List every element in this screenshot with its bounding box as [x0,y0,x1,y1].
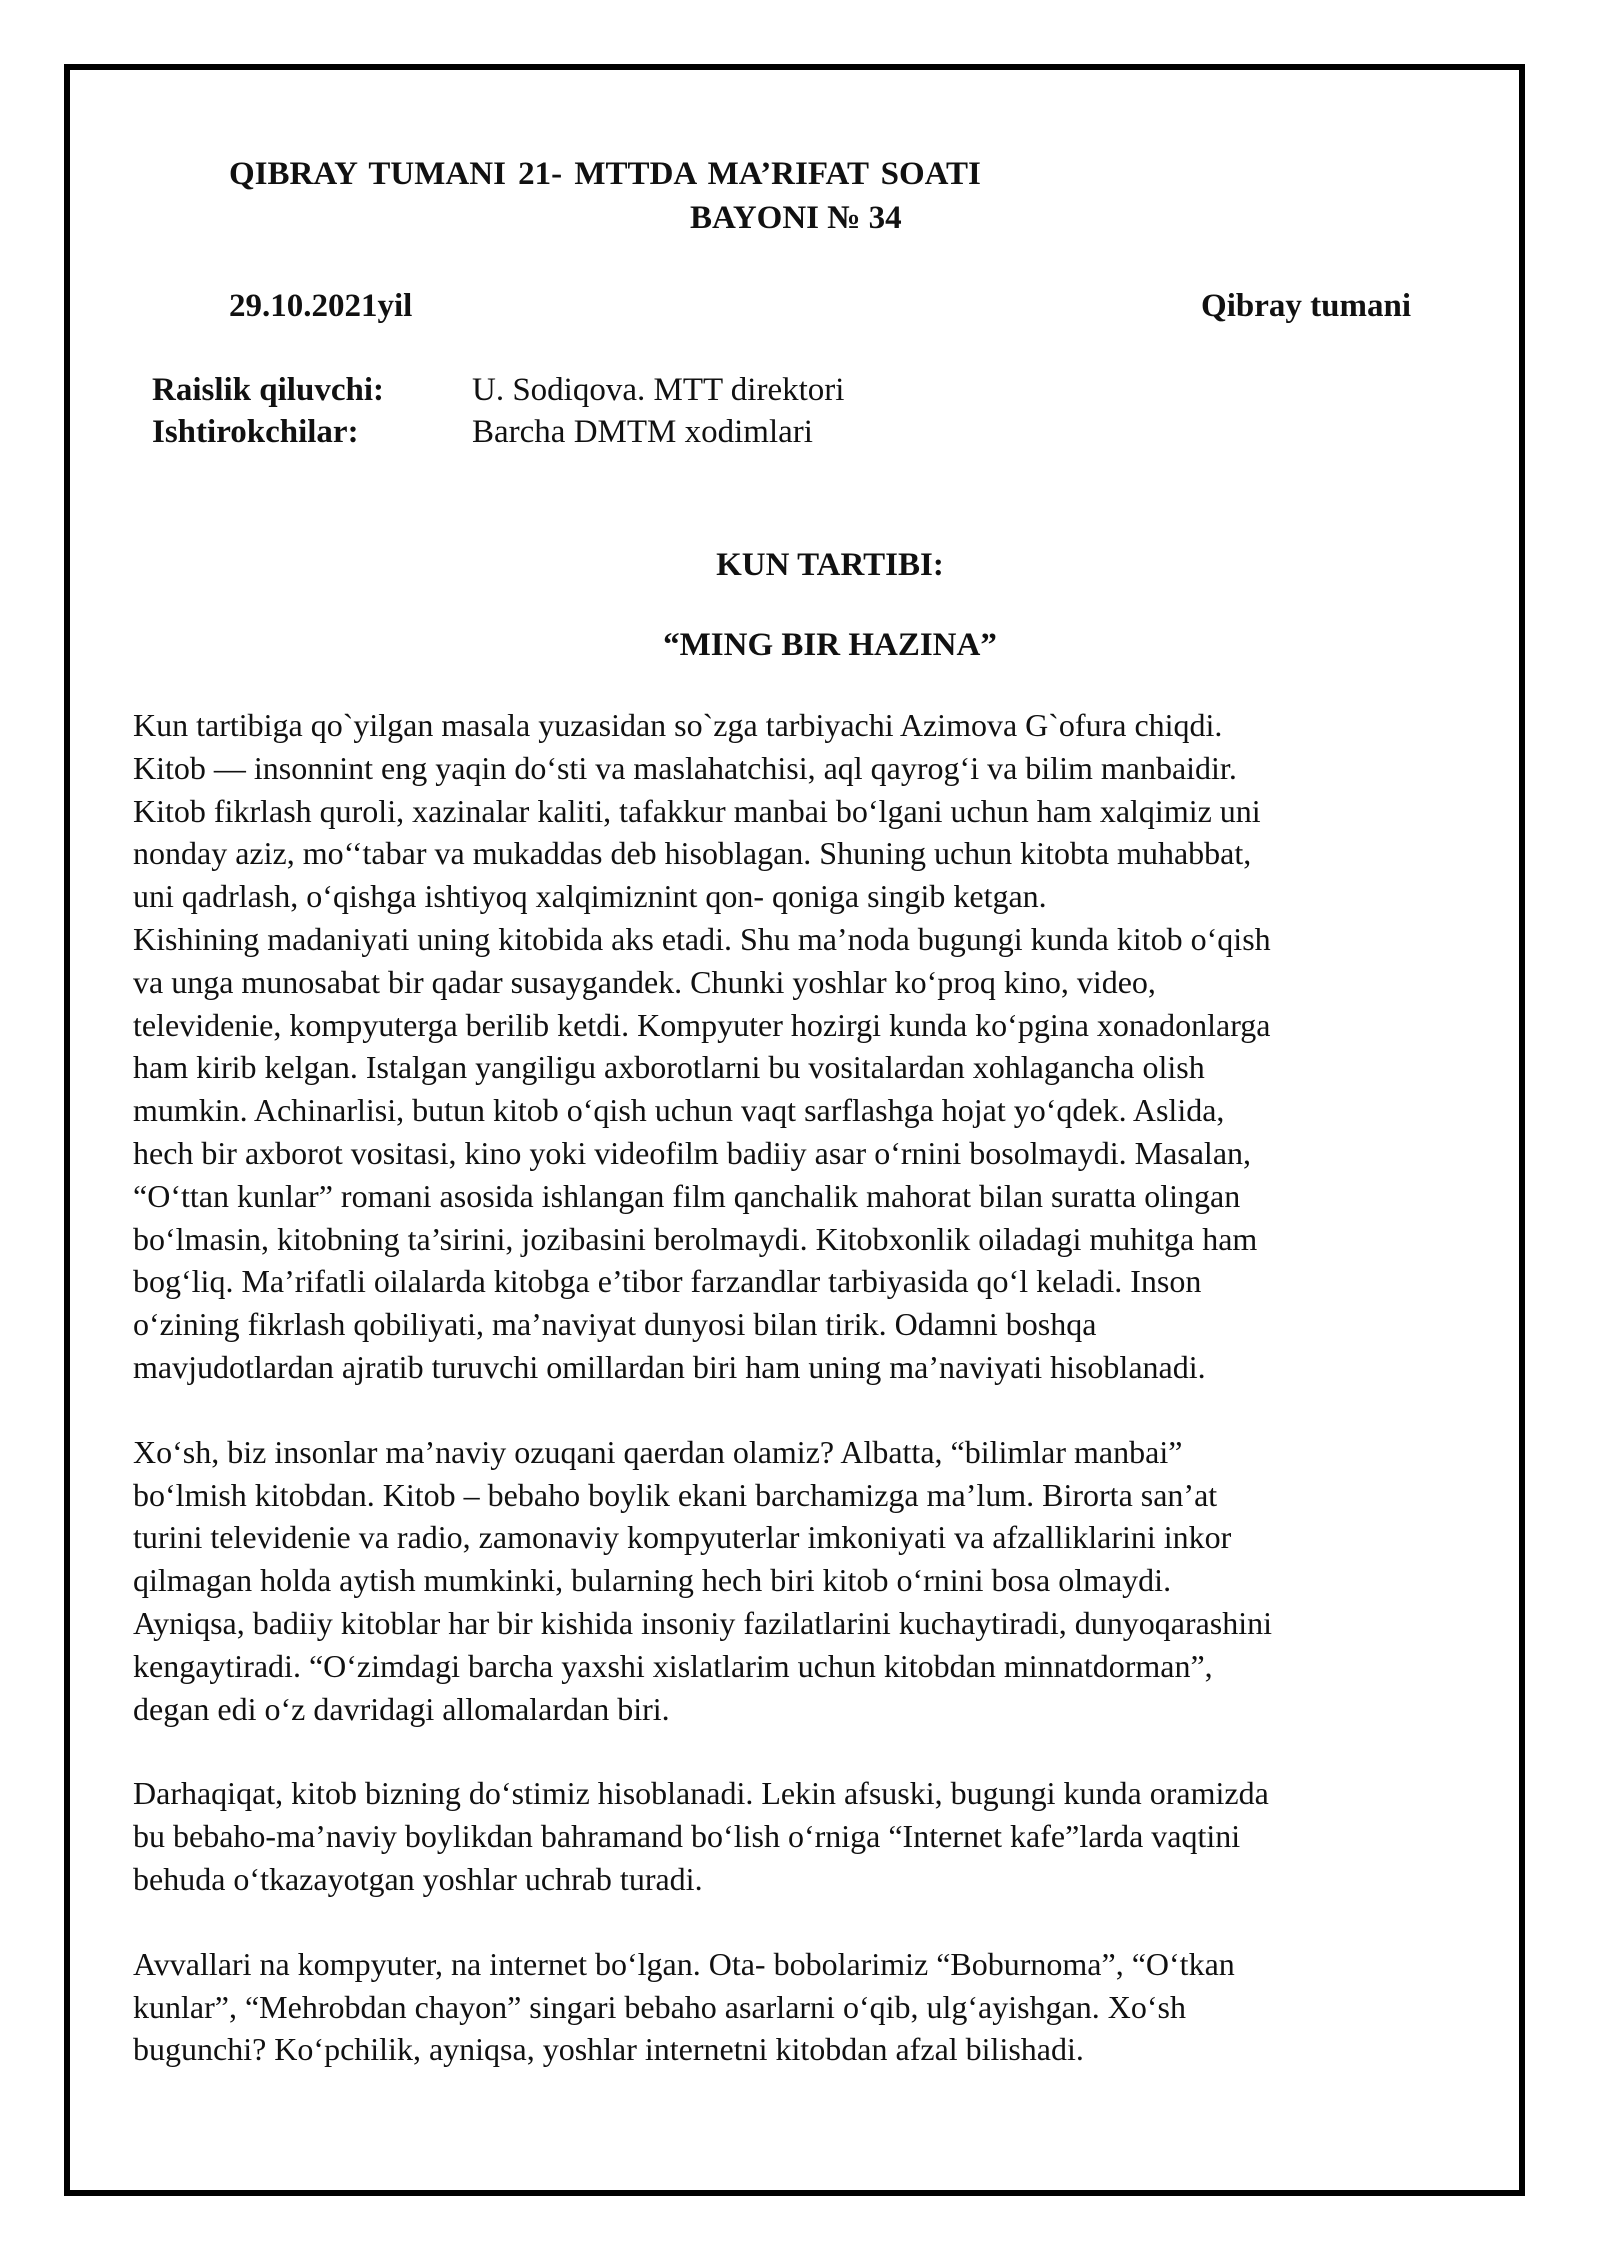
document-title: QIBRAY TUMANI 21- MTTDA MA’RIFAT SOATI [229,156,981,192]
body-paragraph: Darhaqiqat, kitob bizning do‘stimiz hisoblanadi. Lekin afsuski, bugungi kunda oramizda bu bebaho-ma’naviy boylikdan bahramand bo‘lish o‘rniga “Internet kafe”larda vaqtini behuda o‘tkazayotgan yoshlar uchrab turadi. [133,1775,1269,1897]
participants-value: Barcha DMTM xodimlari [472,414,813,450]
body-paragraph: Xo‘sh, biz insonlar ma’naviy ozuqani qaerdan olamiz? Albatta, “bilimlar manbai” bo‘lmish kitobdan. Kitob – bebaho boylik ekani barchamizga ma’lum. Birorta san’at turini televidenie va radio, zamonaviy kompyuterlar imkoniyati va afzalliklarini inkor qilmagan holda aytish mumkinki, bularning hech biri kitob o‘rnini bosa olmaydi. Ayniqsa, badiiy kitoblar har bir kishida insoniy fazilatlarini kuchaytiradi, dunyoqarashini kengaytiradi. “O‘zimdagi barcha yaxshi xislatlarim uchun kitobdan minnatdorman”, degan edi o‘z davridagi allomalardan biri. [133,1433,1273,1727]
agenda-heading: KUN TARTIBI: [716,547,944,583]
chair-value: U. Sodiqova. MTT direktori [472,372,845,408]
document-subtitle: BAYONI № 34 [690,200,902,236]
participants-label: Ishtirokchilar: [152,414,359,450]
body-paragraph: Avvallari na kompyuter, na internet bo‘lgan. Ota- bobolarimiz “Boburnoma”, “O‘tkan kunlar”, “Mehrobdan chayon” singari bebaho asarlarni o‘qib, ulg‘ayishgan. Xo‘sh bugunchi? Ko‘pchilik, ayniqsa, yoshlar internetni kitobdan afzal bilishadi. [133,1945,1235,2068]
chair-label: Raislik qiluvchi: [152,372,384,408]
document-body [133,704,1473,2071]
document-place: Qibray tumani [1201,288,1411,324]
participants-row [152,414,813,451]
document-date: 29.10.2021yil [229,288,413,324]
agenda-title: “MING BIR HAZINA” [663,627,997,663]
body-paragraph: Kun tartibiga qo`yilgan masala yuzasidan so`zga tarbiyachi Azimova G`ofura chiqdi. Kitob — insonnint eng yaqin do‘sti va maslahatchisi, aql qayrog‘i va bilim manbaidir. Kitob fikrlash quroli, xazinalar kaliti, tafakkur manbai bo‘lgani uchun ham xalqimiz uni nonday aziz, mo‘‘tabar va mukaddas deb hisoblagan. Shuning uchun kitobta muhabbat, uni qadrlash, o‘qishga ishtiyoq xalqimiznint qon- qoniga singib ketgan. Kishining madaniyati uning kitobida aks etadi. Shu ma’noda bugungi kunda kitob o‘qish va unga munosabat bir qadar susaygandek. Chunki yoshlar ko‘proq kino, video, televidenie, kompyuterga berilib ketdi. Kompyuter hozirgi kunda ko‘pgina xonadonlarga ham kirib kelgan. Istalgan yangiligu axborotlarni bu vositalardan xohlagancha olish mumkin. Achinarlisi, butun kitob o‘qish uchun vaqt sarflashga hojat yo‘qdek. Aslida, hech bir axborot vositasi, kino yoki videofilm badiiy asar o‘rnini bosolmaydi. Masalan, “O‘ttan kunlar” romani asosida ishlangan film qanchalik mahorat bilan suratta olingan bo‘lmasin, kitobning ta’sirini, jozibasini berolmaydi. Kitobxonlik oiladagi muhitga ham bog‘liq. Ma’rifatli oilalarda kitobga e’tibor farzandlar tarbiyasida qo‘l keladi. Inson o‘zining fikrlash qobiliyati, ma’naviyat dunyosi bilan tirik. Odamni boshqa mavjudotlardan ajratib turuvchi omillardan biri ham uning ma’naviyati hisoblanadi. [133,707,1271,1385]
chair-row [152,372,844,409]
